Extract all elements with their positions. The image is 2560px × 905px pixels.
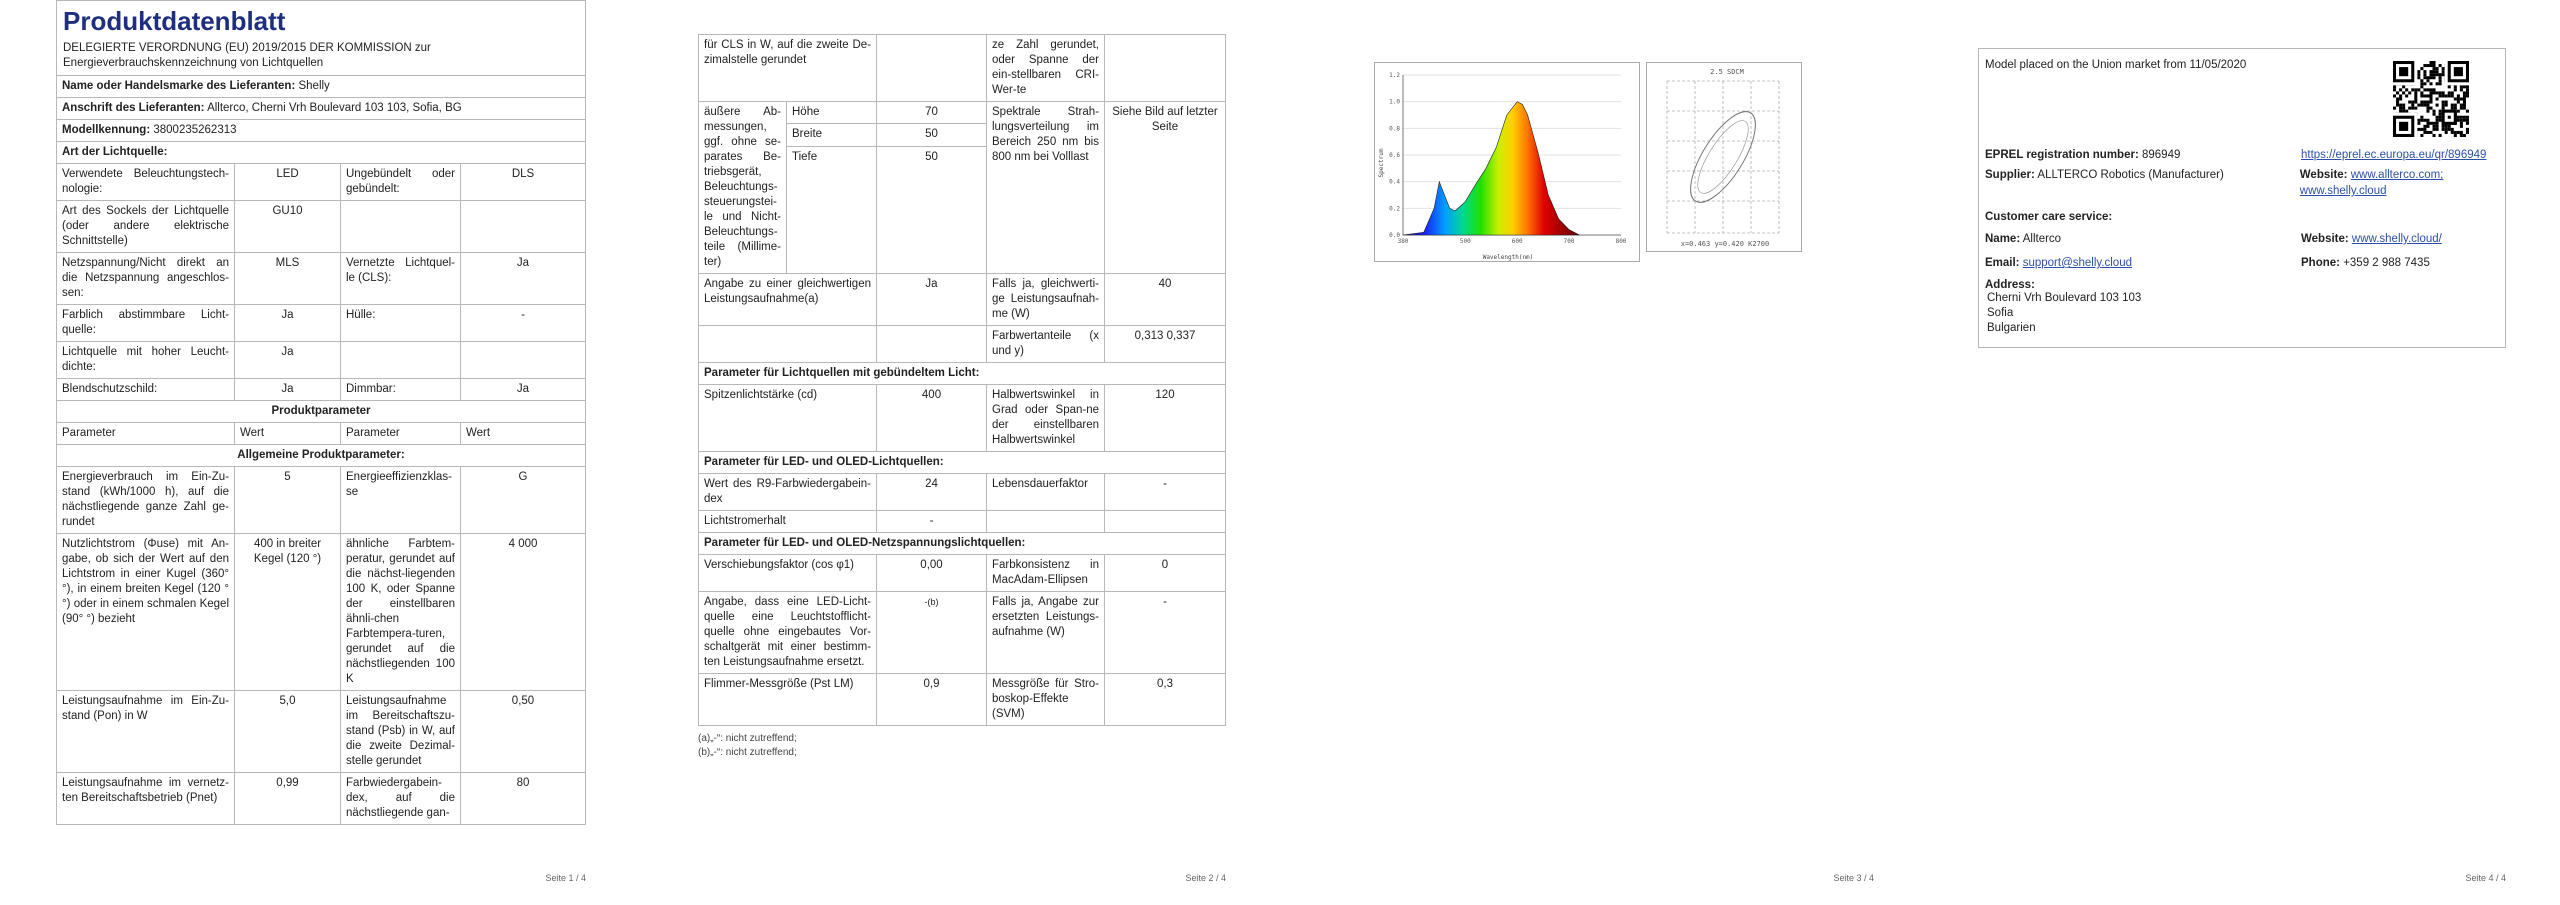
page-number: Seite 2 / 4 xyxy=(1185,873,1226,883)
y-axis-label: Spectrum xyxy=(1378,148,1385,178)
address-value: Allterco, Cherni Vrh Boulevard 103 103, Sofia, BG xyxy=(207,102,462,114)
page-title: Produktdatenblatt xyxy=(63,6,286,36)
eprel-link[interactable]: https://eprel.ec.europa.eu/qr/896949 xyxy=(2301,149,2487,161)
supplier-value: ALLTERCO Robotics (Manufacturer) xyxy=(2037,169,2224,181)
x-tick-label: 380 xyxy=(1397,238,1409,245)
email-link[interactable]: support@shelly.cloud xyxy=(2022,257,2132,269)
datasheet-header xyxy=(56,0,586,75)
y-tick-label: 1.0 xyxy=(1389,98,1400,106)
table-row: Blendschutzschild: Ja Dimmbar: Ja xyxy=(57,379,586,401)
footnote-a: (a)„-“: nicht zutreffend; xyxy=(698,733,797,744)
table-row: Lichtquelle mit hoher Leucht-dichte: Ja xyxy=(57,342,586,379)
supplier-label: Supplier: xyxy=(1985,169,2035,181)
table-row: Lichtstromerhalt - xyxy=(699,511,1226,533)
website-label: Website: xyxy=(2299,169,2348,181)
spectral-value: Siehe Bild auf letzter Seite xyxy=(1105,102,1226,274)
phone-label: Phone: xyxy=(2301,257,2340,269)
general-params-header: Allgemeine Produktparameter: xyxy=(57,445,586,467)
phone-value: +359 2 988 7435 xyxy=(2343,257,2430,269)
light-source-type-header: Art der Lichtquelle: xyxy=(57,142,586,164)
table-row: Art des Sockels der Lichtquelle (oder andere elektrische Schnittstelle) GU10 xyxy=(57,201,586,253)
product-params-header: Produktparameter xyxy=(57,401,586,423)
supplier-info-box xyxy=(1978,48,2506,348)
y-tick-label: 0.8 xyxy=(1389,125,1400,133)
table-row: Energieverbrauch im Ein-Zu-stand (kWh/1000 h), auf die nächstliegende ganze Zahl ge-rundet 5 Energieeffizienzklas-se G xyxy=(57,467,586,534)
table-row: äußere Ab-messungen, ggf. ohne se-parates Be-triebsgerät, Beleuchtungs-steuerungstei-le und Nicht-Beleuchtungs-teile (Millime-ter) Höhe 70 Spektrale Strah-lungsverteilung im Bereich 250 nm bis 800 nm bei Volllast Siehe Bild auf letzter Seite xyxy=(699,102,1226,124)
address-line: Bulgarien xyxy=(1987,322,2036,334)
page-number: Seite 3 / 4 xyxy=(1833,873,1874,883)
customer-care-header: Customer care service: xyxy=(1985,211,2113,223)
address-label: Anschrift des Lieferanten: xyxy=(62,102,205,114)
y-tick-label: 1.2 xyxy=(1389,72,1400,79)
table-row: Leistungsaufnahme im Ein-Zu-stand (Pon) in W 5,0 Leistungsaufnahme im Bereitschaftszu-stand (Psb) in W, auf die zweite Dezimal-stelle gerundet 0,50 xyxy=(57,691,586,773)
page-number: Seite 1 / 4 xyxy=(545,873,586,883)
table-row: Verschiebungsfaktor (cos φ1) 0,00 Farbkonsistenz in MacAdam-Ellipsen 0 xyxy=(699,555,1226,592)
brand-label: Name oder Handelsmarke des Lieferanten: xyxy=(62,80,296,92)
qr-code xyxy=(2393,61,2469,137)
directional-header: Parameter für Lichtquellen mit gebündeltem Licht: xyxy=(699,363,1226,385)
placed-on-market: Model placed on the Union market from 11/05/2020 xyxy=(1985,59,2247,71)
page-1 xyxy=(56,0,586,905)
chromaticity-chart xyxy=(1646,62,1802,252)
params-table-continued xyxy=(698,34,1226,726)
regulation-subtitle: DELEGIERTE VERORDNUNG (EU) 2019/2015 DER KOMMISSION zur Energieverbrauchskennzeichnung von Lichtquellen xyxy=(63,42,431,69)
address-line: Cherni Vrh Boulevard 103 103 xyxy=(1987,292,2142,304)
table-row: Verwendete Beleuchtungstech-nologie: LED Ungebündelt oder gebündelt: DLS xyxy=(57,164,586,201)
model-label: Modellkennung: xyxy=(62,124,151,136)
name-value: Allterco xyxy=(2022,233,2062,245)
page-3 xyxy=(1374,0,1874,905)
supplier-table xyxy=(56,75,586,825)
eprel-label: EPREL registration number: xyxy=(1985,149,2139,161)
page-number: Seite 4 / 4 xyxy=(2465,873,2506,883)
x-tick-label: 800 xyxy=(1615,238,1627,245)
website-link[interactable]: www.allterco.com; www.shelly.cloud xyxy=(2299,169,2444,197)
spectral-label: Spektrale Strah-lungsverteilung im Bereich 250 nm bis 800 nm bei Volllast xyxy=(987,102,1105,274)
chart-title: 2.5 SDCM xyxy=(1710,68,1744,76)
table-row: Leistungsaufnahme im vernetz-ten Bereitschaftsbetrieb (Pnet) 0,99 Farbwiedergabein-dex, auf die nächstliegende gan- 80 xyxy=(57,773,586,825)
dimensions-label: äußere Ab-messungen, ggf. ohne se-parates Be-triebsgerät, Beleuchtungs-steuerungstei-le und Nicht-Beleuchtungs-teile (Millime-ter) xyxy=(699,102,787,274)
address-line: Sofia xyxy=(1987,307,2014,319)
page-4 xyxy=(1978,0,2506,905)
chromaticity-caption: x=0.463 y=0.420 K2700 xyxy=(1680,240,1770,248)
eprel-value: 896949 xyxy=(2142,149,2181,161)
x-tick-label: 600 xyxy=(1511,238,1523,245)
spectrum-chart xyxy=(1374,62,1640,262)
spectrum-area xyxy=(1403,102,1580,235)
x-tick-label: 700 xyxy=(1563,238,1575,245)
table-row: Farbwertanteile (x und y) 0,313 0,337 xyxy=(699,326,1226,363)
x-tick-label: 500 xyxy=(1459,238,1471,245)
website2-label: Website: xyxy=(2301,233,2349,245)
table-row: Breite 50 xyxy=(699,124,1226,146)
x-axis-label: Wavelength(nm) xyxy=(1482,254,1534,261)
table-row: für CLS in W, auf die zweite De-zimalstelle gerundet ze Zahl gerundet, oder Spanne der ein-stellbaren CRI-Wer-te xyxy=(699,35,1226,102)
table-row: Tiefe 50 xyxy=(699,146,1226,274)
table-row: Flimmer-Messgröße (Pst LM) 0,9 Messgröße für Stro-boskop-Effekte (SVM) 0,3 xyxy=(699,674,1226,726)
y-tick-label: 0.2 xyxy=(1389,205,1400,213)
led-params-header: Parameter für LED- und OLED-Lichtquellen: xyxy=(699,452,1226,474)
model-value: 3800235262313 xyxy=(153,124,237,136)
table-row: Spitzenlichtstärke (cd) 400 Halbwertswinkel in Grad oder Span-ne der einstellbaren Halbwertswinkel 120 xyxy=(699,385,1226,452)
name-label: Name: xyxy=(1985,233,2021,245)
table-row: Angabe zu einer gleichwertigen Leistungsaufnahme(a) Ja Falls ja, gleichwerti-ge Leistungsaufnah-me (W) 40 xyxy=(699,274,1226,326)
table-row: Nutzlichtstrom (Φuse) mit An-gabe, ob sich der Wert auf den Lichtstrom in einer Kugel (360° °), in einem breiten Kegel (120 °°) oder in einem schmalen Kegel (90° °) bezieht 400 in breiter Kegel (120 °) ähnliche Farbtem-peratur, gerundet auf die nächst-liegenden 100 K, oder Spanne der einstellbaren ähnli-chen Farbtempera-turen, gerundet auf die nächstliegenden 100 K 4 000 xyxy=(57,534,586,691)
y-tick-label: 0.6 xyxy=(1389,152,1400,159)
table-row: Wert des R9-Farbwiedergabein-dex 24 Lebensdauerfaktor - xyxy=(699,474,1226,511)
y-tick-label: 0.4 xyxy=(1389,178,1400,186)
brand-value: Shelly xyxy=(298,80,330,92)
address-label: Address: xyxy=(1985,279,2035,291)
email-label: Email: xyxy=(1985,257,2020,269)
footnote-b: (b)„-“: nicht zutreffend; xyxy=(698,747,797,758)
table-row: Netzspannung/Nicht direkt an die Netzspannung angeschlos-sen: MLS Vernetzte Lichtquel-le (CLS): Ja xyxy=(57,253,586,305)
column-header-row: Parameter Wert Parameter Wert xyxy=(57,423,586,445)
table-row: Angabe, dass eine LED-Licht-quelle eine Leuchtstofflicht-quelle ohne eingebautes Vor-schaltgerät mit einer bestimm-ten Leistungsaufnahme ersetzt. -(b) Falls ja, Angabe zur ersetzten Leistungs-aufnahme (W) - xyxy=(699,592,1226,674)
mains-params-header: Parameter für LED- und OLED-Netzspannungslichtquellen: xyxy=(699,533,1226,555)
y-tick-label: 0.0 xyxy=(1389,232,1400,239)
page-2 xyxy=(698,34,1226,905)
website2-link[interactable]: www.shelly.cloud/ xyxy=(2351,233,2442,245)
table-row: Farblich abstimmbare Licht-quelle: Ja Hülle: - xyxy=(57,305,586,342)
